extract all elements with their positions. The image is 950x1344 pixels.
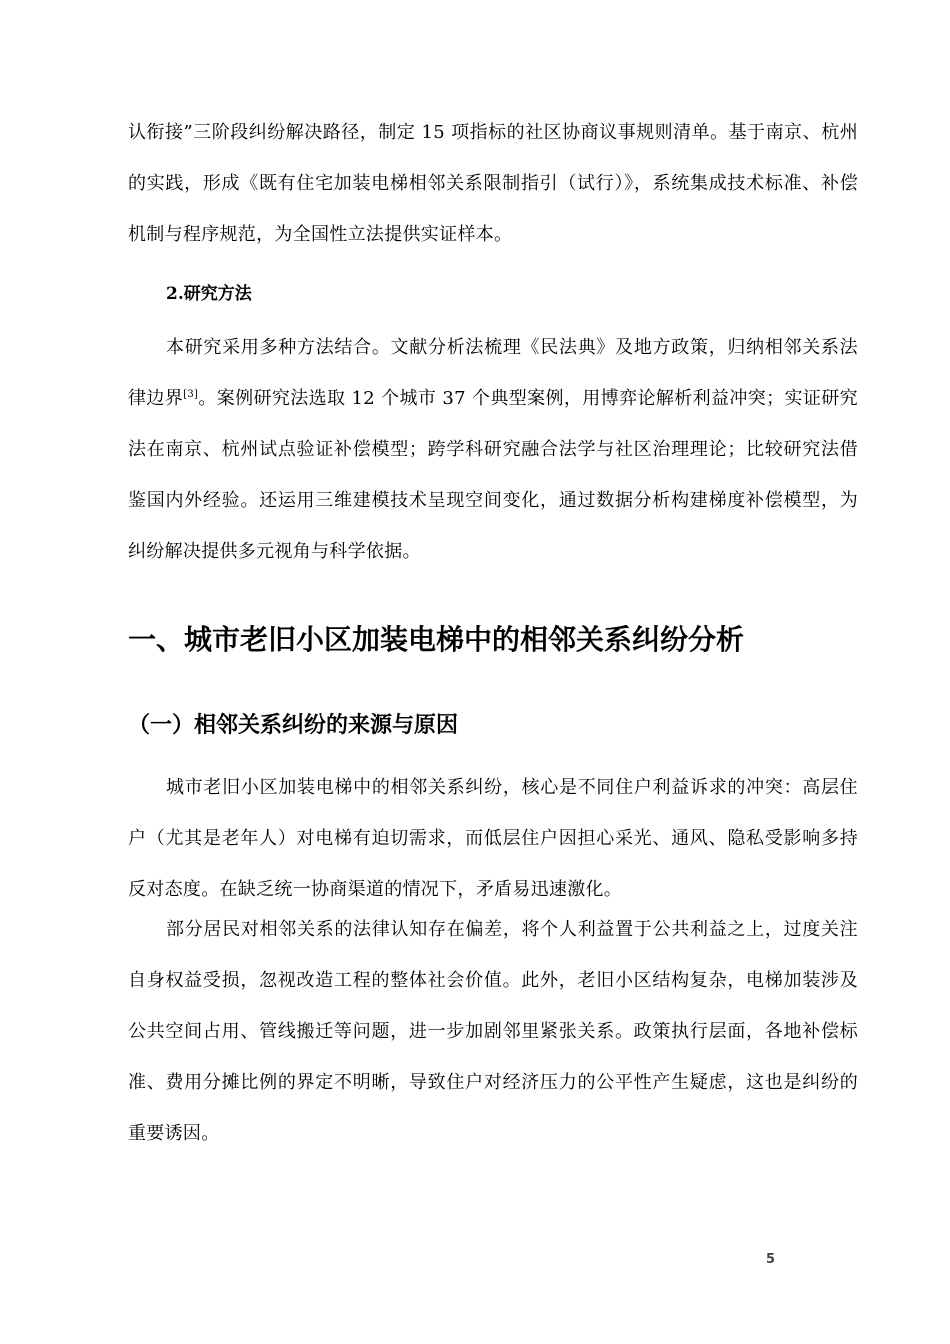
method-text-b: 。案例研究法选取 12 个城市 37 个典型案例，用博弈论解析利益冲突；实证研究法在南京、杭州试点验证补偿模型；跨学科研究融合法学与社区治理理论；比较研究法借鉴国内外经验。还运用三维建模技术呈现空间变化，通过数据分析构建梯度补偿模型，为纠纷解决提供多元视角与科学依据。 — [128, 388, 858, 562]
section-paragraph-1: 城市老旧小区加装电梯中的相邻关系纠纷，核心是不同住户利益诉求的冲突：高层住户（尤其是老年人）对电梯有迫切需求，而低层住户因担心采光、通风、隐私受影响多持反对态度。在缺乏统一协商渠道的情况下，矛盾易迅速激化。 — [128, 777, 858, 900]
method-heading: 2.研究方法 — [166, 284, 252, 304]
citation-marker: [3] — [183, 389, 199, 400]
method-paragraph — [128, 322, 858, 577]
intro-paragraph-continuation: 认衔接”三阶段纠纷解决路径，制定 15 项指标的社区协商议事规则清单。基于南京、杭州的实践，形成《既有住宅加装电梯相邻关系限制指引（试行）》，系统集成技术标准、补偿机制与程序规范，为全国性立法提供实证样本。 — [128, 122, 858, 245]
page-number: 5 — [765, 1252, 775, 1267]
chapter-title: 一、城市老旧小区加装电梯中的相邻关系纠纷分析 — [128, 623, 745, 656]
section-paragraph-2: 部分居民对相邻关系的法律认知存在偏差，将个人利益置于公共利益之上，过度关注自身权益受损，忽视改造工程的整体社会价值。此外，老旧小区结构复杂，电梯加装涉及公共空间占用、管线搬迁等问题，进一步加剧邻里紧张关系。政策执行层面，各地补偿标准、费用分摊比例的界定不明晰，导致住户对经济压力的公平性产生疑虑，这也是纠纷的重要诱因。 — [128, 919, 858, 1144]
method-text-a: 本研究采用多种方法结合。文献分析法梳理《民法典》及地方政策，归纳相邻关系法律边界 — [128, 337, 858, 409]
section-title: （一）相邻关系纠纷的来源与原因 — [128, 713, 459, 738]
